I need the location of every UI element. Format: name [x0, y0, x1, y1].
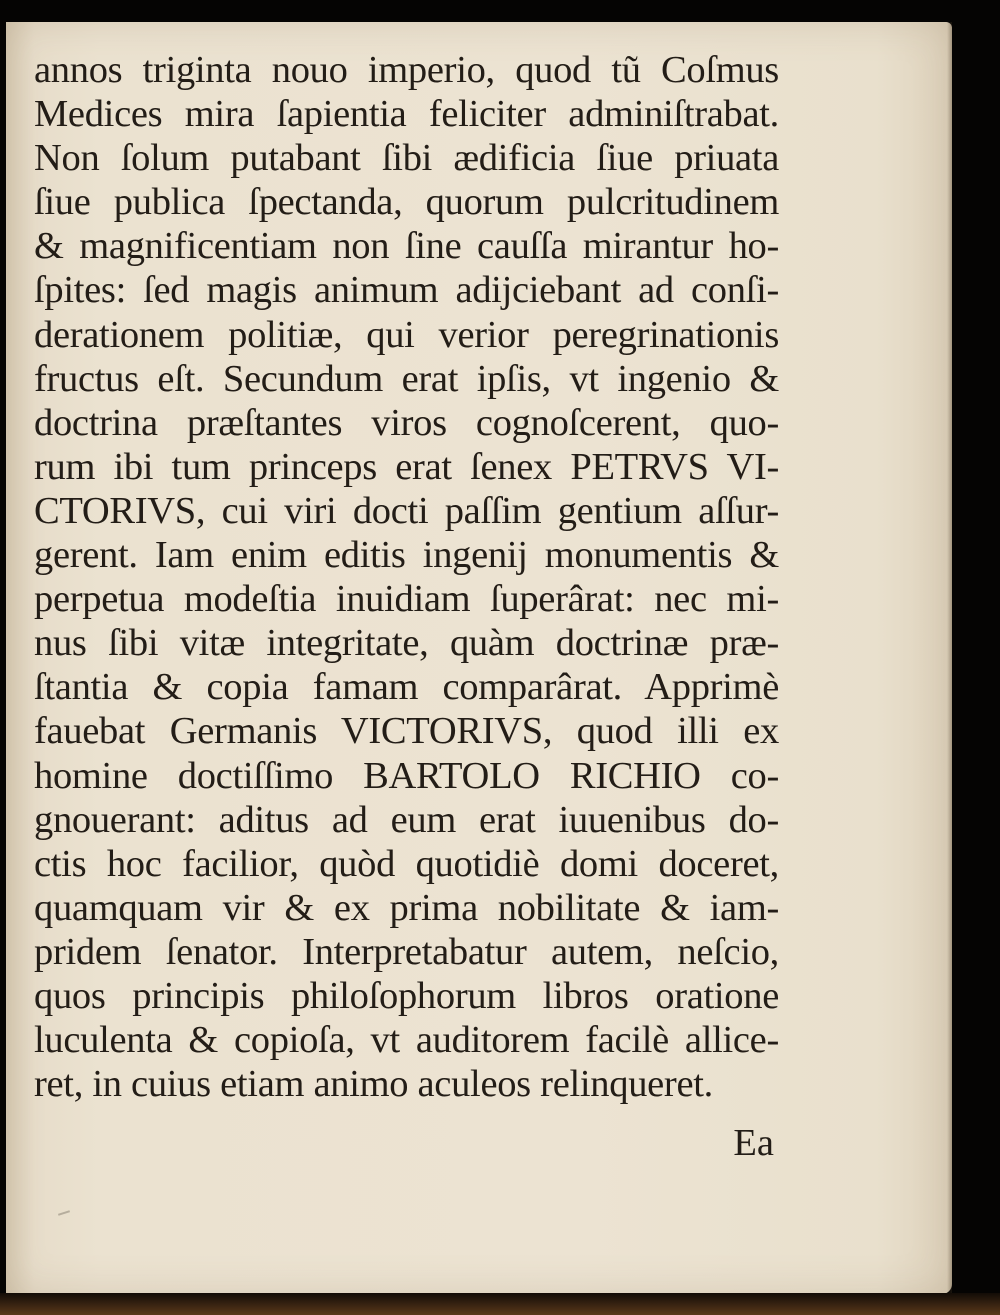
text-line: rum ibi tum princeps erat ſenex PETRVS VI- — [34, 445, 779, 488]
text-line: homine doctiſſimo BARTOLO RICHIO co- — [34, 754, 779, 797]
text-line: ſpites: ſed magis animum adijciebant ad conſi- — [34, 269, 779, 312]
text-line: doctrina præſtantes viros cognoſcerent, quo- — [34, 401, 779, 444]
body-text — [34, 48, 779, 1106]
text-line: fructus eſt. Secundum erat ipſis, vt ingenio & — [34, 357, 779, 400]
text-line: & magnificentiam non ſine cauſſa mirantur ho- — [34, 225, 779, 268]
text-line: pridem ſenator. Interpretabatur autem, neſcio, — [34, 930, 779, 973]
text-line: derationem politiæ, qui verior peregrinationis — [34, 313, 779, 356]
text-line: quos principis philoſophorum libros oratione — [34, 974, 779, 1017]
text-line: gnouerant: aditus ad eum erat iuuenibus do- — [34, 798, 779, 841]
text-line: Medices mira ſapientia feliciter adminiſtrabat. — [34, 93, 779, 136]
text-line: Non ſolum putabant ſibi ædificia ſiue priuata — [34, 137, 779, 180]
text-line: CTORIVS, cui viri docti paſſim gentium aſſur- — [34, 489, 779, 532]
text-line: gerent. Iam enim editis ingenij monumentis & — [34, 534, 779, 577]
text-line: perpetua modeſtia inuidiam ſuperârat: nec mi- — [34, 578, 779, 621]
text-line: nus ſibi vitæ integritate, quàm doctrinæ præ- — [34, 622, 779, 665]
text-line: annos triginta nouo imperio, quod tũ Coſmus — [34, 49, 779, 91]
page-bottom-rim — [0, 1293, 1000, 1315]
text-line: ſiue publica ſpectanda, quorum pulcritudinem — [34, 181, 779, 224]
text-line: quamquam vir & ex prima nobilitate & iam- — [34, 886, 779, 929]
page-edge-shadow — [947, 22, 952, 1294]
text-line: ſtantia & copia famam comparârat. Apprimè — [34, 666, 779, 709]
text-line: ctis hoc facilior, quòd quotidiè domi doceret, — [34, 842, 779, 885]
text-line: ret, in cuius etiam animo aculeos relinqueret. — [34, 1063, 713, 1106]
text-line: fauebat Germanis VICTORIVS, quod illi ex — [34, 710, 779, 753]
catchword: Ea — [733, 1122, 774, 1164]
text-line: luculenta & copioſa, vt auditorem facilè allice- — [34, 1019, 779, 1062]
